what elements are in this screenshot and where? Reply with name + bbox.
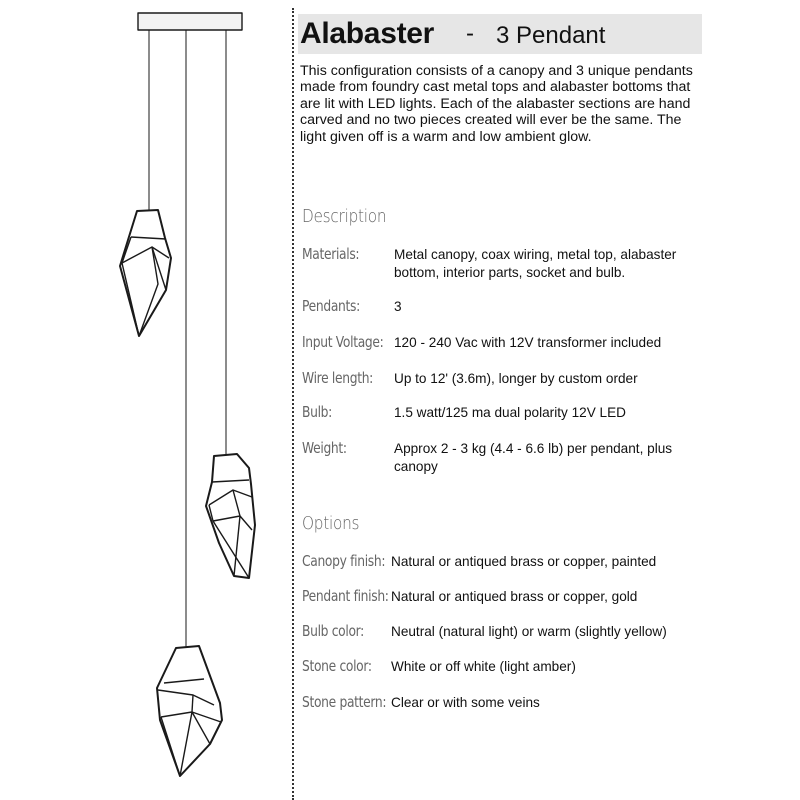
pendant-light-illustration xyxy=(0,0,292,800)
spec-value: 1.5 watt/125 ma dual polarity 12V LED xyxy=(394,405,626,420)
spec-label: Weight: xyxy=(302,439,347,457)
option-value: Neutral (natural light) or warm (slightly yellow) xyxy=(391,624,667,639)
product-title: Alabaster xyxy=(300,17,435,50)
option-value: White or off white (light amber) xyxy=(391,659,576,674)
option-label: Stone pattern: xyxy=(302,693,387,711)
option-label: Canopy finish: xyxy=(302,552,386,570)
intro-paragraph: This configuration consists of a canopy and 3 unique pendants made from foundry cast metal tops and alabaster bottoms that are lit with LED lights. Each of the alabaster sections are hand carved and no two pieces created will ever be the same. The light given off is a warm and low ambient glow. xyxy=(300,63,693,145)
pendant-right xyxy=(206,454,255,578)
spec-value: Approx 2 - 3 kg (4.4 - 6.6 lb) per pendant, plus canopy xyxy=(394,441,673,474)
spec-value: Metal canopy, coax wiring, metal top, alabaster bottom, interior parts, socket and bulb. xyxy=(394,247,677,280)
product-subtitle: 3 Pendant xyxy=(496,22,606,49)
title-dash: - xyxy=(466,20,474,47)
option-label: Pendant finish: xyxy=(302,587,389,605)
dotted-divider xyxy=(292,8,294,800)
description-heading: Description xyxy=(302,206,387,227)
option-label: Bulb color: xyxy=(302,622,364,640)
spec-value: 3 xyxy=(394,299,402,314)
option-value: Natural or antiqued brass or copper, painted xyxy=(391,554,657,569)
option-label: Stone color: xyxy=(302,657,372,675)
spec-value: Up to 12' (3.6m), longer by custom order xyxy=(394,371,638,386)
spec-label: Wire length: xyxy=(302,369,373,387)
option-value: Clear or with some veins xyxy=(391,695,540,710)
options-heading: Options xyxy=(302,513,360,534)
spec-label: Input Voltage: xyxy=(302,333,384,351)
pendant-upper xyxy=(120,210,171,336)
pendant-lower xyxy=(157,646,222,776)
spec-value: 120 - 240 Vac with 12V transformer included xyxy=(394,335,662,350)
spec-label: Materials: xyxy=(302,245,360,263)
spec-label: Bulb: xyxy=(302,403,332,421)
canopy xyxy=(138,13,242,30)
spec-label: Pendants: xyxy=(302,297,360,315)
option-value: Natural or antiqued brass or copper, gold xyxy=(391,589,638,604)
